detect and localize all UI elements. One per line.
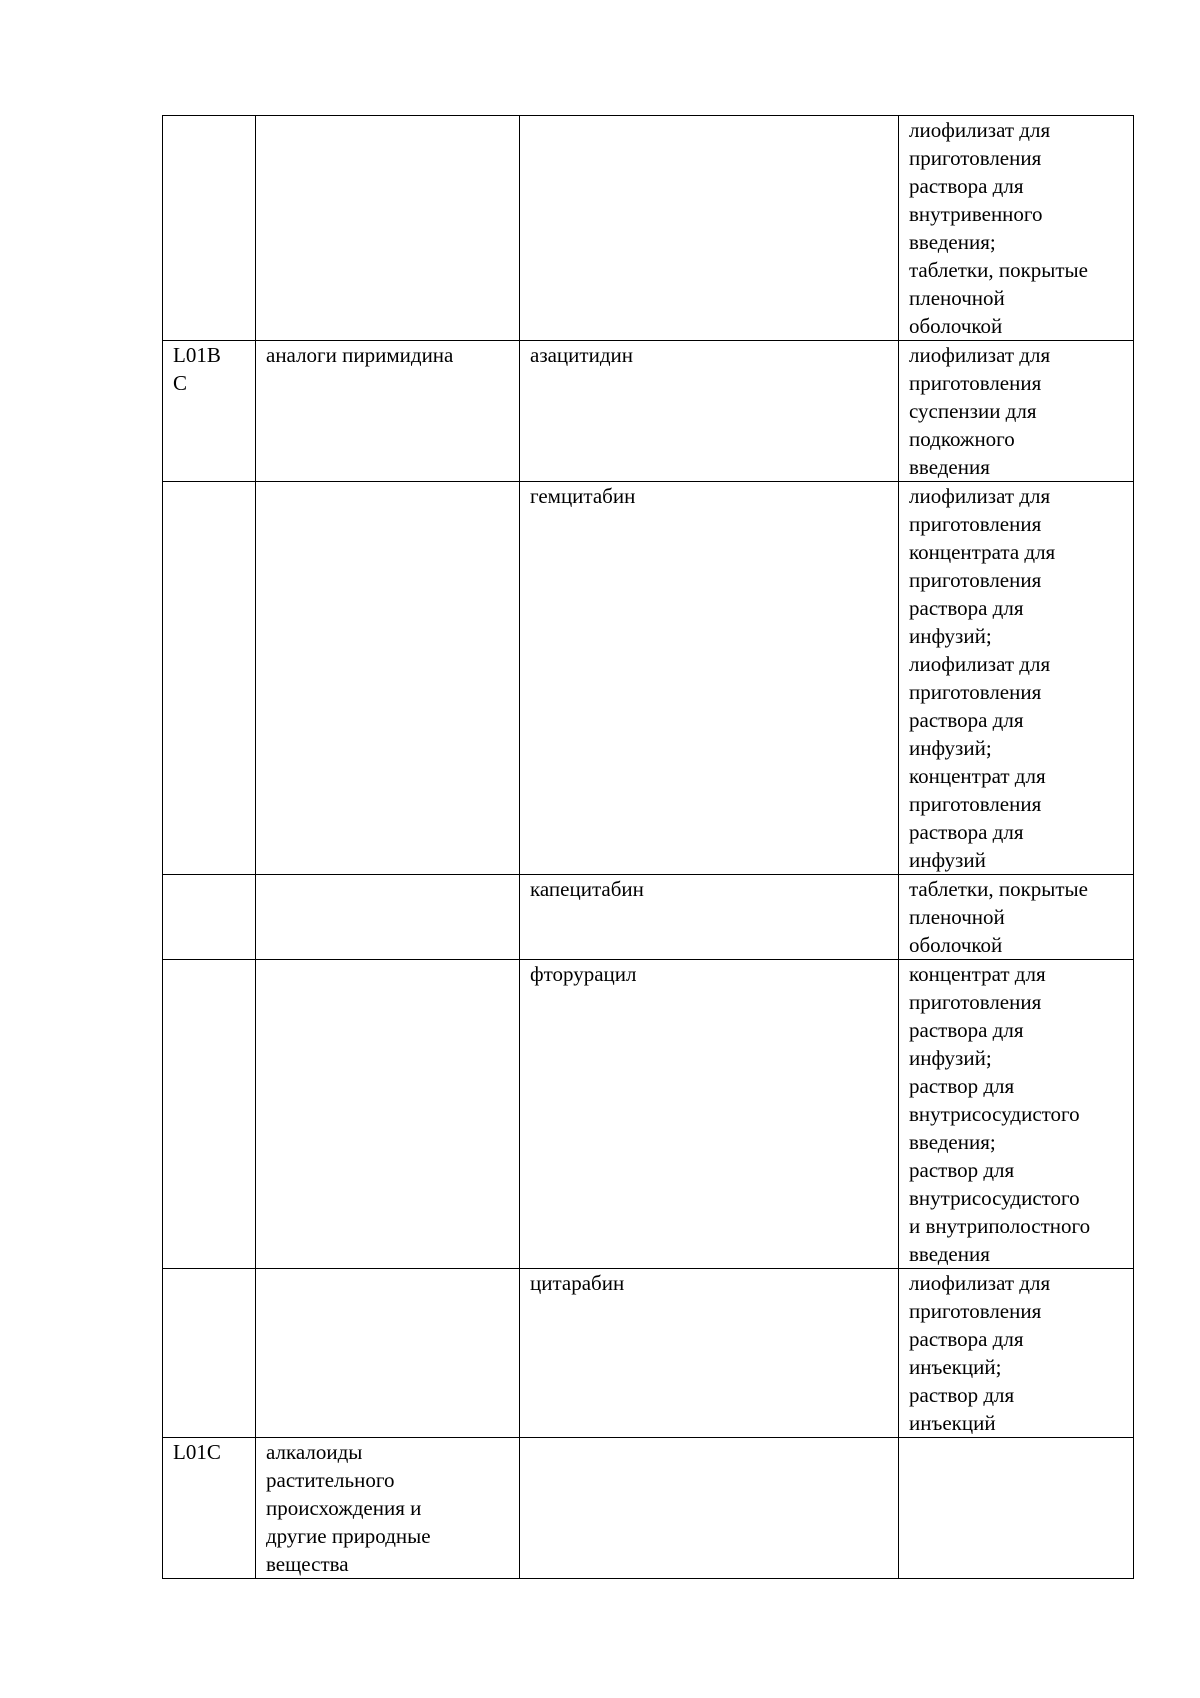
dosage-form-cell: лиофилизат для приготовления суспензии для подкожного введения	[899, 341, 1134, 482]
atc-code-cell	[163, 116, 256, 341]
drug-name-cell	[520, 1438, 899, 1579]
group-name-cell	[256, 482, 520, 875]
atc-code-cell	[163, 1269, 256, 1438]
dosage-form-cell: лиофилизат для приготовления концентрата для приготовления раствора для инфузий; лиофилизат для приготовления раствора для инфузий; концентрат для приготовления раствора для инфузий	[899, 482, 1134, 875]
atc-code-cell	[163, 482, 256, 875]
group-name-cell	[256, 1269, 520, 1438]
group-name-cell	[256, 116, 520, 341]
table-row	[163, 875, 1134, 960]
drug-name-cell: фторурацил	[520, 960, 899, 1269]
drug-name-cell: азацитидин	[520, 341, 899, 482]
group-name-cell: аналоги пиримидина	[256, 341, 520, 482]
atc-code-cell: L01C	[163, 1438, 256, 1579]
drug-classification-table	[162, 115, 1134, 1579]
drug-name-cell: капецитабин	[520, 875, 899, 960]
table-row	[163, 482, 1134, 875]
group-name-cell	[256, 875, 520, 960]
atc-code-cell	[163, 960, 256, 1269]
drug-name-cell: цитарабин	[520, 1269, 899, 1438]
atc-code-cell: L01B C	[163, 341, 256, 482]
dosage-form-cell	[899, 1438, 1134, 1579]
group-name-cell	[256, 960, 520, 1269]
drug-name-cell	[520, 116, 899, 341]
table-row	[163, 1438, 1134, 1579]
dosage-form-cell: лиофилизат для приготовления раствора для инъекций; раствор для инъекций	[899, 1269, 1134, 1438]
table-row	[163, 116, 1134, 341]
table-row	[163, 960, 1134, 1269]
drug-name-cell: гемцитабин	[520, 482, 899, 875]
group-name-cell: алкалоиды растительного происхождения и другие природные вещества	[256, 1438, 520, 1579]
dosage-form-cell: концентрат для приготовления раствора для инфузий; раствор для внутрисосудистого введения; раствор для внутрисосудистого и внутриполостного введения	[899, 960, 1134, 1269]
table-row	[163, 341, 1134, 482]
dosage-form-cell: лиофилизат для приготовления раствора для внутривенного введения; таблетки, покрытые пленочной оболочкой	[899, 116, 1134, 341]
table-row	[163, 1269, 1134, 1438]
atc-code-cell	[163, 875, 256, 960]
dosage-form-cell: таблетки, покрытые пленочной оболочкой	[899, 875, 1134, 960]
